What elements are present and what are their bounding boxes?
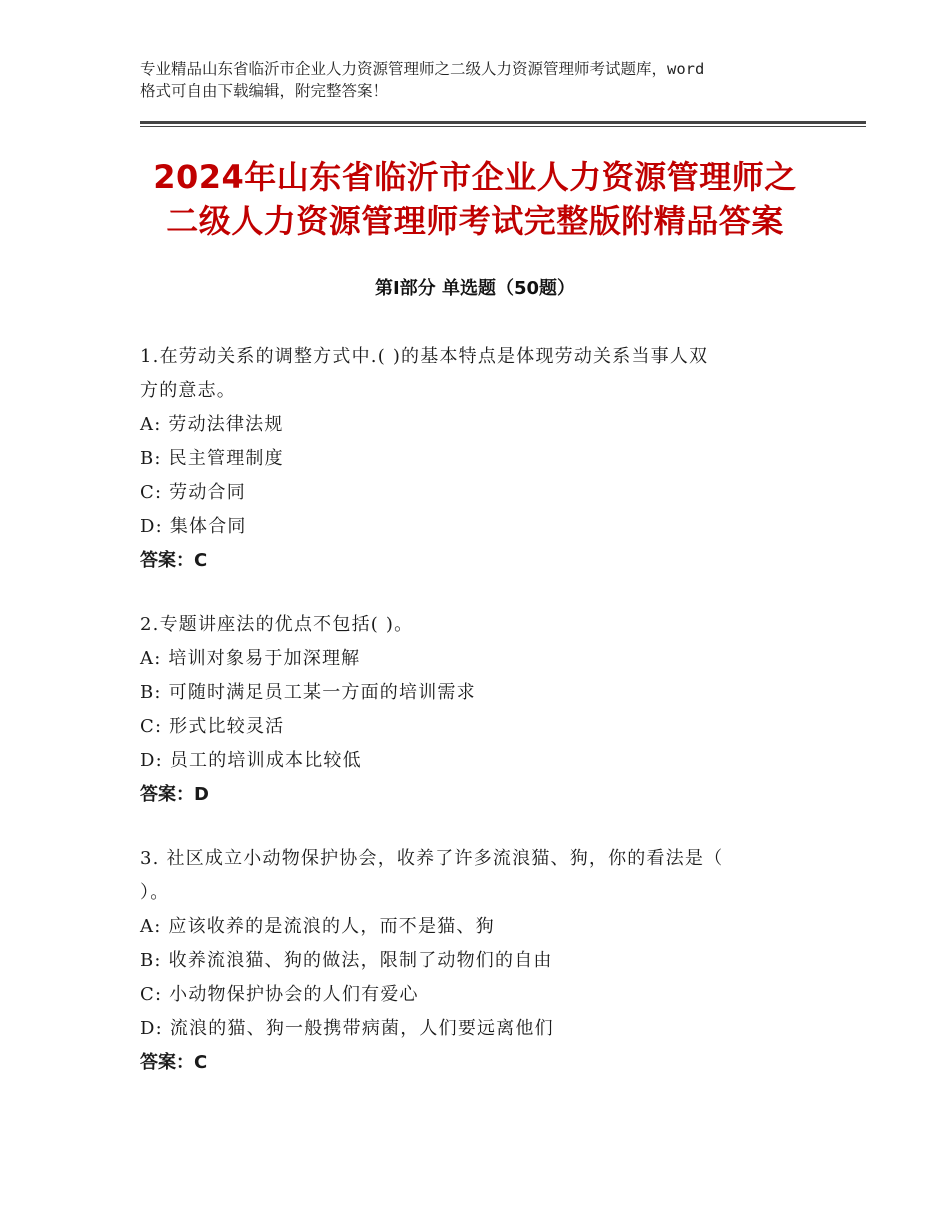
header-note [140, 58, 830, 102]
option-b: B: 民主管理制度 [140, 448, 284, 469]
question-3 [140, 842, 810, 1080]
option-a: A: 劳动法律法规 [140, 414, 284, 435]
section-heading: 第Ⅰ部分 单选题（50题） [374, 278, 575, 299]
option-a: A: 应该收养的是流浪的人，而不是猫、狗 [140, 916, 495, 937]
answer: 答案：C [140, 1052, 208, 1073]
header-note-line: 格式可自由下载编辑，附完整答案！ [140, 82, 389, 100]
option-d: D: 集体合同 [140, 516, 247, 537]
question-2 [140, 608, 810, 812]
question-stem: 2.专题讲座法的优点不包括( )。 [140, 614, 414, 635]
option-c: C: 小动物保护协会的人们有爱心 [140, 984, 419, 1005]
question-stem: 1.在劳动关系的调整方式中.( )的基本特点是体现劳动关系当事人双 [140, 346, 709, 367]
header-divider [140, 121, 866, 124]
question-list [140, 340, 810, 1110]
question-stem: 方的意志。 [140, 380, 236, 401]
document-title-line: 二级人力资源管理师考试完整版附精品答案 [166, 202, 784, 240]
option-b: B: 可随时满足员工某一方面的培训需求 [140, 682, 476, 703]
option-b: B: 收养流浪猫、狗的做法，限制了动物们的自由 [140, 950, 553, 971]
header-divider-thin [140, 126, 866, 127]
document-title [100, 155, 850, 243]
document-title-line: 2024年山东省临沂市企业人力资源管理师之 [153, 158, 797, 196]
option-a: A: 培训对象易于加深理解 [140, 648, 361, 669]
option-c: C: 形式比较灵活 [140, 716, 285, 737]
answer: 答案：D [140, 784, 209, 805]
header-note-line: 专业精品山东省临沂市企业人力资源管理师之二级人力资源管理师考试题库，word [140, 60, 705, 78]
option-d: D: 员工的培训成本比较低 [140, 750, 362, 771]
option-c: C: 劳动合同 [140, 482, 246, 503]
question-1 [140, 340, 810, 578]
question-stem: ）。 [140, 882, 170, 903]
question-stem: 3. 社区成立小动物保护协会，收养了许多流浪猫、狗，你的看法是（ [140, 848, 724, 869]
option-d: D: 流浪的猫、狗一般携带病菌，人们要远离他们 [140, 1018, 554, 1039]
answer: 答案：C [140, 550, 208, 571]
